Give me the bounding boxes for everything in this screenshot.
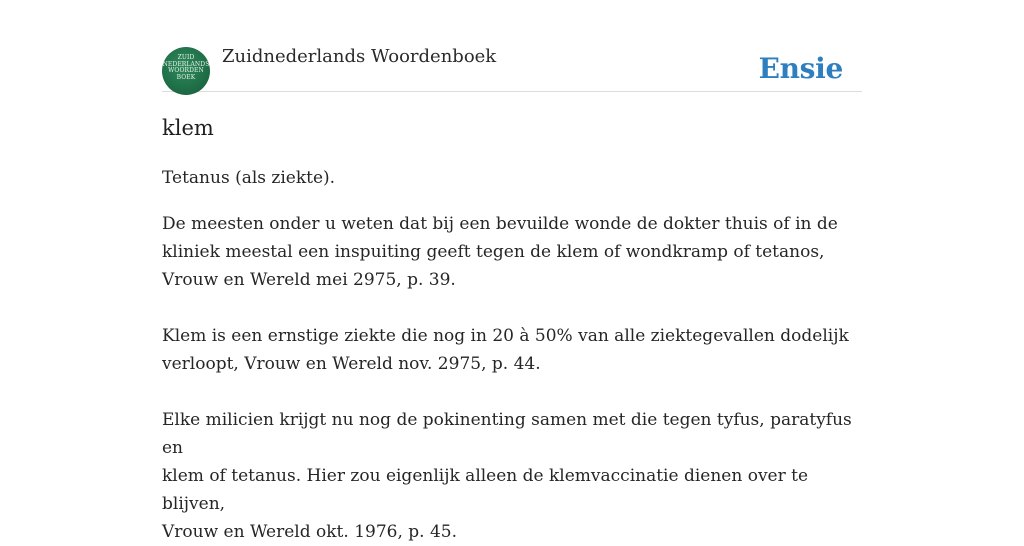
brand-logo-link[interactable]: Ensie [758,52,843,85]
logo-line: WOORDEN [168,67,204,74]
headword: klem [162,116,214,140]
logo-line: ZUID [177,54,195,61]
citation-quote: Elke milicien krijgt nu nog de pokinenting samen met die tegen tyfus, paratyfus en klem of tetanus. Hier zou eigenlijk alleen de klemvaccinatie dienen over te blijven, Vrouw en Wereld okt. 1976, p. 45. [162,410,852,542]
logo-text [162,55,210,81]
dictionary-name-link[interactable]: Zuidnederlands Woordenboek [222,46,497,67]
citation-quote: Klem is een ernstige ziekte die nog in 20 à 50% van alle ziektegevallen dodelijk verloopt, Vrouw en Wereld nov. 2975, p. 44. [162,326,849,374]
entry-card [162,40,862,546]
logo-line: BOEK [176,73,196,81]
definition: Tetanus (als ziekte). [162,168,336,188]
header [162,40,862,92]
dictionary-logo[interactable] [162,47,210,95]
logo-line: NEDERLANDS [162,60,210,68]
citation-quote: De meesten onder u weten dat bij een bevuilde wonde de dokter thuis of in de kliniek meestal een inspuiting geeft tegen de klem of wondkramp of tetanos, Vrouw en Wereld mei 2975, p. 39. [162,214,838,290]
